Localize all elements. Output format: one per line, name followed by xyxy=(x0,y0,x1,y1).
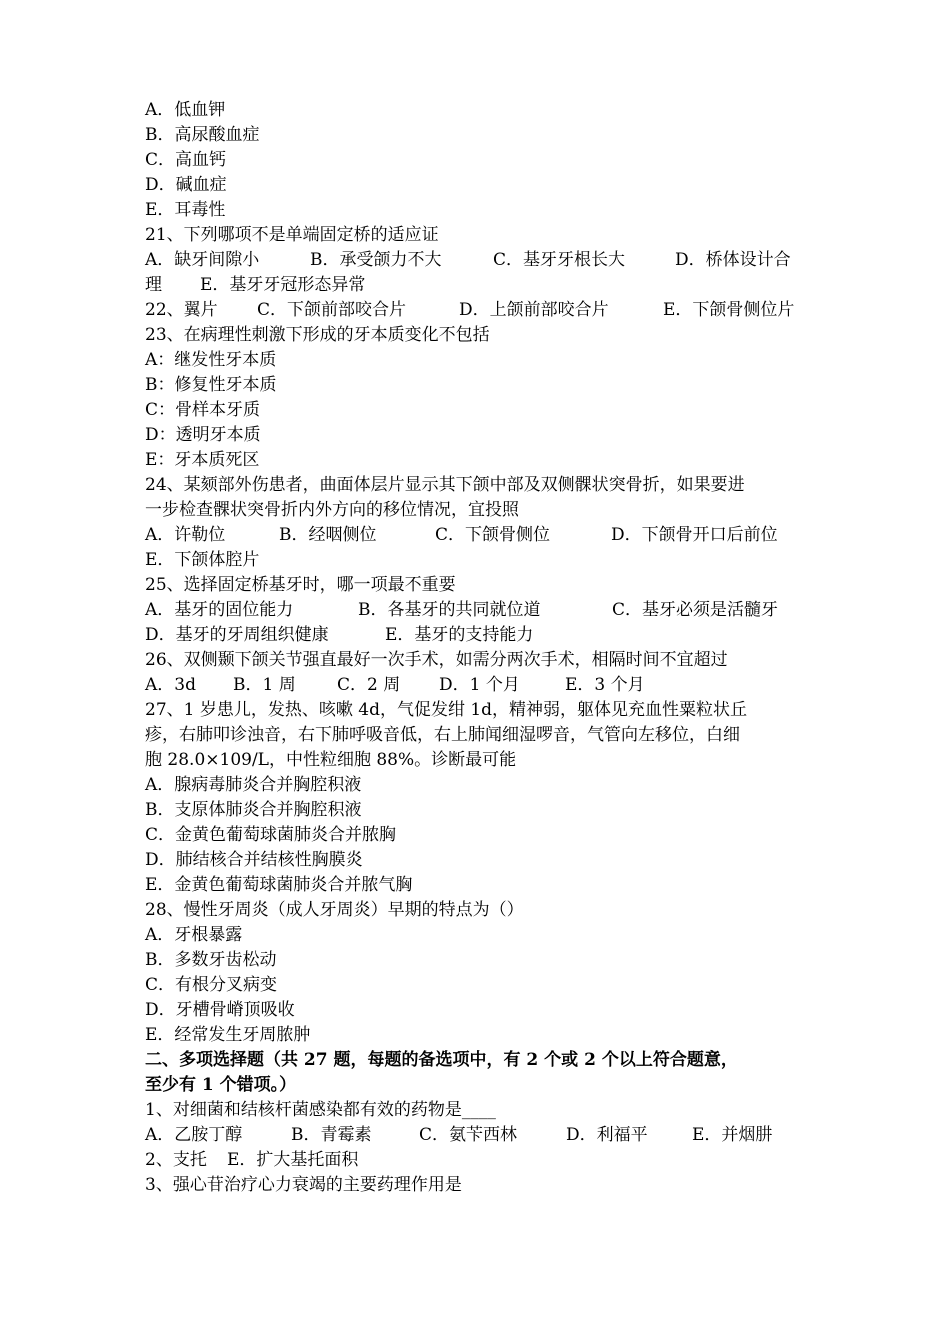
option-a: A．3d xyxy=(145,675,196,695)
question-23-stem: 23、在病理性刺激下形成的牙本质变化不包括 xyxy=(145,325,490,345)
option-a: A．牙根暴露 xyxy=(145,925,243,945)
question-24-stem-line1: 24、某颏部外伤患者，曲面体层片显示其下颌中部及双侧髁状突骨折，如果要进 xyxy=(145,475,745,495)
multi-question-3-stem: 3、强心苷治疗心力衰竭的主要药理作用是 xyxy=(145,1175,462,1195)
multi-question-2-line xyxy=(145,1148,825,1173)
option-e: E．金黄色葡萄球菌肺炎合并脓气胸 xyxy=(145,875,413,895)
option-c: C．基牙牙根长大 xyxy=(493,250,626,270)
question-24-stem-line2: 一步检查髁状突骨折内外方向的移位情况，宜投照 xyxy=(145,500,519,520)
question-27-stem-line2: 疹，右肺叩诊浊音，右下肺呼吸音低，右上肺闻细湿啰音，气管向左移位，白细 xyxy=(145,725,740,745)
option-d: D．上颌前部咬合片 xyxy=(459,300,609,320)
option-d: D：透明牙本质 xyxy=(145,425,261,445)
option-e: E．并烟肼 xyxy=(692,1125,773,1145)
option-d-continuation: 理 xyxy=(145,275,162,295)
option-e: E．基牙牙冠形态异常 xyxy=(200,275,366,295)
question-25-options-line1 xyxy=(145,598,825,623)
option-b: B．1 周 xyxy=(233,675,296,695)
section-heading-line1: 二、多项选择题（共 27 题，每题的备选项中，有 2 个或 2 个以上符合题意， xyxy=(145,1050,738,1070)
option-d: D．利福平 xyxy=(566,1125,648,1145)
option-e: E．耳毒性 xyxy=(145,200,226,220)
question-21-options-line2 xyxy=(145,273,825,298)
option-d: D．桥体设计合 xyxy=(675,250,791,270)
option-a: A．乙胺丁醇 xyxy=(145,1125,243,1145)
option-c: C．氨苄西林 xyxy=(419,1125,518,1145)
option-d: D．肺结核合并结核性胸膜炎 xyxy=(145,850,363,870)
option-b: B：修复性牙本质 xyxy=(145,375,277,395)
question-22-line xyxy=(145,298,825,323)
question-21-options-line1 xyxy=(145,248,825,273)
option-a: A．腺病毒肺炎合并胸腔积液 xyxy=(145,775,362,795)
option-a: A．许勒位 xyxy=(145,525,226,545)
option-c: C．下颌前部咬合片 xyxy=(257,300,407,320)
option-e: E．基牙的支持能力 xyxy=(385,625,534,645)
multi-question-1-stem: 1、对细菌和结核杆菌感染都有效的药物是____ xyxy=(145,1100,496,1120)
option-d: D．下颌骨开口后前位 xyxy=(611,525,778,545)
option-b: B．高尿酸血症 xyxy=(145,125,260,145)
question-25-options-line2 xyxy=(145,623,825,648)
option-c: C．有根分叉病变 xyxy=(145,975,278,995)
option-c: C：骨样本牙质 xyxy=(145,400,261,420)
option-b: B．多数牙齿松动 xyxy=(145,950,277,970)
question-28-stem: 28、慢性牙周炎（成人牙周炎）早期的特点为（） xyxy=(145,900,524,920)
option-d: D．1 个月 xyxy=(439,675,520,695)
question-26-options xyxy=(145,673,825,698)
option-b: B．承受颌力不大 xyxy=(310,250,442,270)
option-a: A．基牙的固位能力 xyxy=(145,600,294,620)
question-26-stem: 26、双侧颞下颌关节强直最好一次手术，如需分两次手术，相隔时间不宜超过 xyxy=(145,650,728,670)
question-27-stem-line3: 胞 28.0×109/L，中性粒细胞 88%。诊断最可能 xyxy=(145,750,517,770)
option-e: E．经常发生牙周脓肿 xyxy=(145,1025,311,1045)
question-21-stem: 21、下列哪项不是单端固定桥的适应证 xyxy=(145,225,439,245)
section-heading-line2: 至少有 1 个错项。） xyxy=(145,1075,297,1095)
option-d: D．牙槽骨嵴顶吸收 xyxy=(145,1000,295,1020)
option-d: D．基牙的牙周组织健康 xyxy=(145,625,329,645)
question-24-options-line1 xyxy=(145,523,825,548)
option-a: A．缺牙间隙小 xyxy=(145,250,260,270)
multi-question-1-options xyxy=(145,1123,825,1148)
option-c: C．金黄色葡萄球菌肺炎合并脓胸 xyxy=(145,825,397,845)
option-c: C．基牙必须是活髓牙 xyxy=(612,600,779,620)
option-e: E．下颌体腔片 xyxy=(145,550,260,570)
option-e: E．下颌骨侧位片 xyxy=(663,300,795,320)
option-a: A：继发性牙本质 xyxy=(145,350,277,370)
question-27-stem-line1: 27、1 岁患儿，发热、咳嗽 4d，气促发绀 1d，精神弱，躯体见充血性粟粒状丘 xyxy=(145,700,748,720)
option-d: D．碱血症 xyxy=(145,175,227,195)
option-e: E：牙本质死区 xyxy=(145,450,260,470)
option-b: B．经咽侧位 xyxy=(279,525,377,545)
question-25-stem: 25、选择固定桥基牙时，哪一项最不重要 xyxy=(145,575,456,595)
option-c: C．2 周 xyxy=(337,675,401,695)
option-c: C．高血钙 xyxy=(145,150,227,170)
multi-question-2-start: 2、支托 xyxy=(145,1150,207,1170)
question-22-start: 22、翼片 xyxy=(145,300,218,320)
option-e: E．扩大基托面积 xyxy=(227,1150,359,1170)
option-b: B．支原体肺炎合并胸腔积液 xyxy=(145,800,362,820)
option-c: C．下颌骨侧位 xyxy=(435,525,551,545)
option-b: B．青霉素 xyxy=(291,1125,372,1145)
option-e: E．3 个月 xyxy=(565,675,645,695)
option-a: A．低血钾 xyxy=(145,100,226,120)
option-b: B．各基牙的共同就位道 xyxy=(358,600,541,620)
